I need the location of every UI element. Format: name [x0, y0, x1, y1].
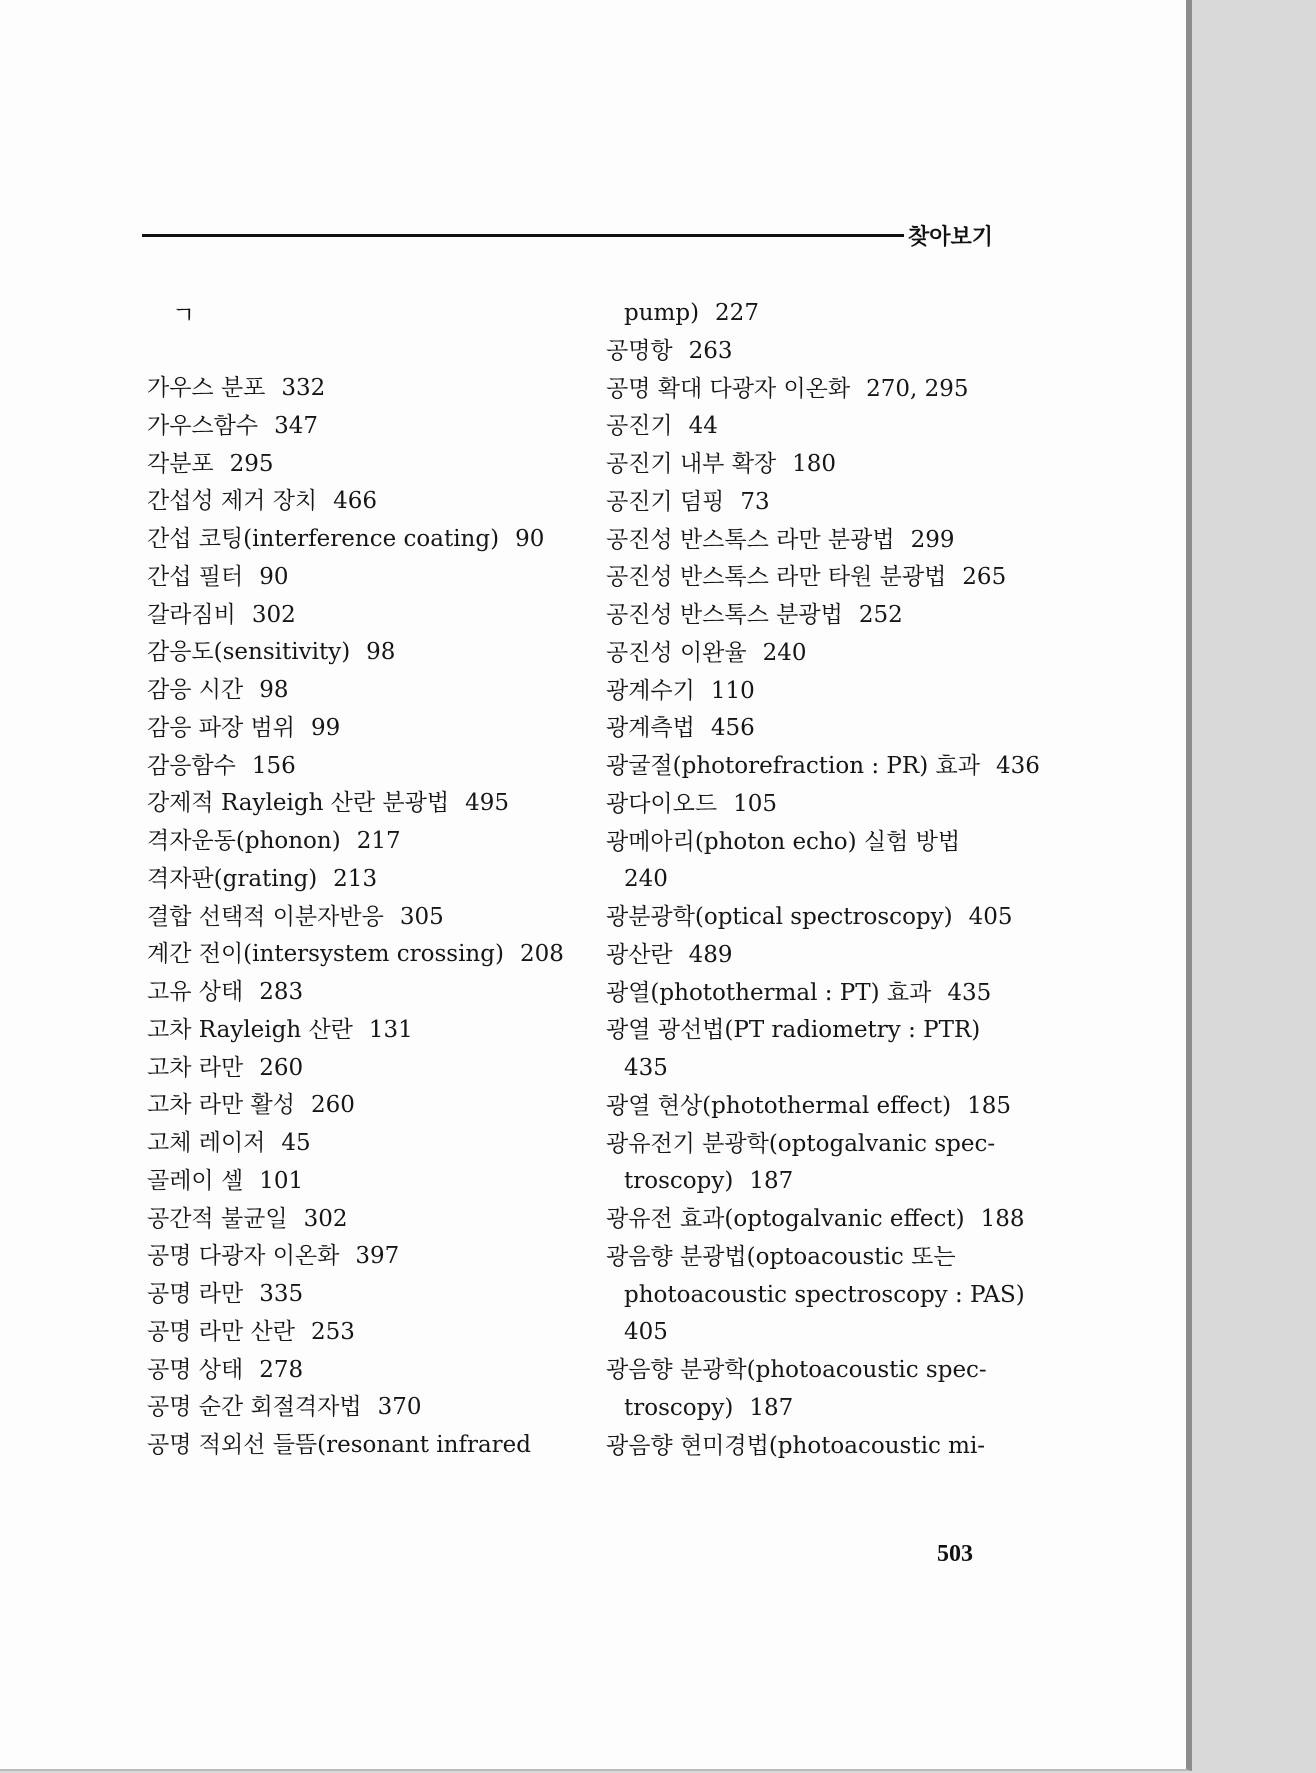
index-entry — [606, 1277, 1025, 1315]
index-entry — [147, 936, 592, 974]
index-entry — [606, 937, 1011, 975]
index-entry — [147, 1087, 592, 1125]
index-term: 광유전기 분광학(optogalvanic spec- — [606, 1130, 996, 1157]
index-term: 광계수기 — [606, 677, 695, 704]
index-entry — [606, 333, 1011, 371]
index-entry — [147, 483, 592, 521]
running-header-title: 찾아보기 — [904, 220, 993, 251]
index-term: 간섭 코팅(interference coating) — [147, 526, 500, 552]
index-entry — [147, 710, 592, 748]
index-term: 공명 적외선 들뜸(resonant infrared — [147, 1432, 531, 1458]
index-entry — [606, 710, 1011, 748]
index-page-ref: 335 — [259, 1281, 304, 1307]
index-term: 감응 시간 — [147, 677, 244, 703]
index-entry — [606, 673, 1011, 711]
index-page-ref: 45 — [281, 1130, 311, 1156]
index-entry — [147, 446, 592, 484]
index-page-ref: 44 — [688, 413, 718, 440]
index-page-ref: 265 — [962, 564, 1007, 591]
index-term: troscopy) — [624, 1168, 734, 1195]
index-entry — [606, 1050, 1011, 1088]
index-page-ref: 208 — [519, 941, 564, 968]
index-entry — [606, 1201, 1025, 1239]
index-page-ref: 98 — [259, 677, 289, 703]
index-term: 광음향 분광학(photoacoustic spec- — [606, 1357, 987, 1383]
index-entry — [606, 824, 1011, 862]
index-entry — [147, 559, 592, 597]
index-page-ref: 370 — [377, 1394, 422, 1421]
index-entry — [147, 634, 592, 672]
index-page-ref: 187 — [749, 1168, 794, 1195]
index-page-ref: 90 — [515, 526, 545, 552]
index-page-ref: 332 — [281, 375, 326, 401]
index-term: 계간 전이(intersystem crossing) — [147, 941, 504, 968]
index-page-ref: 302 — [251, 601, 296, 628]
index-entry — [606, 484, 1011, 522]
index-entry — [606, 748, 1040, 786]
index-term: 광열 현상(photothermal effect) — [606, 1092, 952, 1119]
index-page-ref: 131 — [368, 1016, 413, 1043]
index-page-ref: 278 — [259, 1356, 304, 1383]
header-rule — [142, 234, 912, 237]
index-term: 가우스함수 — [147, 412, 259, 439]
index-term: 광굴절(photorefraction : PR) 효과 — [606, 753, 980, 779]
index-term: 광음향 현미경법(photoacoustic mi- — [606, 1432, 986, 1459]
index-term: photoacoustic spectroscopy : PAS) — [624, 1281, 1025, 1308]
index-entry — [606, 1126, 1011, 1164]
index-entry — [606, 597, 1011, 635]
index-entry — [147, 1012, 592, 1050]
index-entry — [606, 1314, 1011, 1352]
index-term: 결합 선택적 이분자반응 — [147, 903, 384, 930]
index-term: 공명 라만 산란 — [147, 1318, 295, 1345]
index-page-ref: 110 — [710, 677, 755, 704]
index-term: 광계측법 — [606, 715, 695, 742]
index-page-ref: 302 — [303, 1205, 348, 1232]
index-term: 광다이오드 — [606, 790, 718, 817]
index-entry — [606, 559, 1011, 597]
index-term: pump) — [624, 300, 700, 326]
index-term: 공진기 — [606, 413, 673, 440]
index-entry — [606, 446, 1011, 484]
index-term: 격자판(grating) — [147, 865, 318, 892]
index-entry — [147, 597, 592, 635]
index-term: 강제적 Rayleigh 산란 분광법 — [147, 790, 450, 817]
index-entry — [147, 408, 592, 446]
index-term: 공진기 덤핑 — [606, 488, 725, 515]
index-term: troscopy) — [624, 1394, 734, 1421]
index-page-ref: 466 — [333, 488, 378, 515]
index-entry — [147, 861, 592, 899]
index-entry — [606, 1088, 1011, 1126]
index-entry — [147, 1389, 592, 1427]
index-page-ref: 260 — [310, 1092, 355, 1119]
index-page-ref: 240 — [762, 639, 807, 666]
index-entry — [147, 1201, 592, 1239]
index-entry — [147, 1125, 592, 1163]
index-term: 공명 다광자 이온화 — [147, 1243, 340, 1270]
index-term: 광열 광선법(PT radiometry : PTR) — [606, 1017, 981, 1044]
index-page-ref: 283 — [259, 979, 304, 1005]
index-page-ref: 299 — [910, 526, 955, 553]
index-page-ref: 495 — [465, 790, 509, 817]
index-page-ref: 347 — [274, 412, 318, 439]
index-term: 광메아리(photon echo) 실험 방법 — [606, 828, 961, 855]
index-entry — [606, 408, 1011, 446]
index-term: 감응 파장 범위 — [147, 714, 295, 741]
index-entry — [147, 785, 592, 823]
index-entry — [606, 295, 1011, 333]
index-page-ref: 435 — [947, 979, 992, 1006]
index-term: 공명 순간 회절격자법 — [147, 1394, 362, 1421]
index-term: 고차 라만 — [147, 1054, 244, 1081]
index-term: 광음향 분광법(optoacoustic 또는 — [606, 1243, 956, 1270]
index-page-ref: 227 — [715, 300, 759, 326]
index-page-ref: 99 — [310, 714, 341, 741]
index-page-ref: 270, 295 — [866, 375, 969, 402]
index-term: 공명 상태 — [147, 1356, 244, 1383]
index-page-ref: 98 — [366, 639, 396, 666]
index-page-ref: 489 — [688, 941, 733, 968]
index-page-ref: 295 — [229, 450, 274, 477]
index-entry — [606, 1163, 1011, 1201]
index-entry — [147, 521, 592, 559]
index-entry — [606, 1390, 1011, 1428]
index-term: 공간적 불균일 — [147, 1205, 288, 1232]
index-entry — [606, 1012, 1011, 1050]
index-entry — [147, 1427, 592, 1465]
index-term: 공진성 반스톡스 라만 분광법 — [606, 526, 895, 553]
index-page-ref: 217 — [356, 828, 401, 854]
index-entry — [147, 672, 592, 710]
index-page-ref: 305 — [399, 903, 444, 930]
index-page-ref: 213 — [333, 865, 378, 892]
index-column-right — [606, 295, 1040, 1465]
index-term: 격자운동(phonon) — [147, 828, 341, 854]
index-column-left — [147, 370, 592, 1465]
index-entry — [606, 975, 1011, 1013]
index-term: 고체 레이저 — [147, 1130, 266, 1156]
index-entry — [147, 899, 592, 937]
index-term: 고차 Rayleigh 산란 — [147, 1016, 353, 1043]
index-entry — [147, 823, 592, 861]
index-page-ref: 187 — [749, 1394, 794, 1421]
index-entry — [606, 635, 1011, 673]
index-page-ref: 260 — [259, 1054, 304, 1081]
index-term: 405 — [624, 1319, 668, 1346]
index-term: 광분광학(optical spectroscopy) — [606, 904, 953, 930]
index-term: 감응함수 — [147, 752, 236, 779]
index-page-ref: 253 — [310, 1318, 355, 1345]
index-term: 광열(photothermal : PT) 효과 — [606, 979, 932, 1006]
index-term: 공진성 이완율 — [606, 639, 747, 666]
index-entry — [606, 786, 1011, 824]
index-term: 공진기 내부 확장 — [606, 451, 777, 477]
index-page-ref: 405 — [968, 904, 1013, 930]
index-term: 435 — [624, 1055, 668, 1081]
index-entry — [147, 1352, 592, 1390]
index-term: 240 — [624, 866, 668, 893]
index-term: 공명항 — [606, 337, 673, 364]
index-page-ref: 156 — [251, 752, 296, 779]
index-term: 골레이 셀 — [147, 1167, 244, 1194]
index-entry — [147, 1238, 592, 1276]
index-page-ref: 252 — [858, 602, 903, 628]
index-term: 감응도(sensitivity) — [147, 639, 351, 666]
index-page-ref: 101 — [259, 1167, 304, 1194]
index-term: 각분포 — [147, 450, 214, 477]
index-page-ref: 263 — [688, 337, 733, 364]
index-entry — [147, 1163, 592, 1201]
index-entry — [606, 899, 1011, 937]
index-term: 공진성 반스톡스 라만 타원 분광법 — [606, 564, 947, 591]
index-term: 가우스 분포 — [147, 375, 266, 401]
index-entry — [147, 370, 592, 408]
index-page-ref: 456 — [710, 715, 755, 742]
index-term: 광유전 효과(optogalvanic effect) — [606, 1206, 965, 1232]
index-entry — [147, 1050, 592, 1088]
index-entry — [606, 861, 1011, 899]
index-entry — [147, 748, 592, 786]
index-entry — [606, 1352, 1011, 1390]
index-term: 갈라짐비 — [147, 601, 236, 628]
index-page-ref: 436 — [995, 753, 1040, 779]
index-term: 공명 확대 다광자 이온화 — [606, 375, 851, 402]
index-term: 공명 라만 — [147, 1281, 244, 1307]
index-entry — [606, 1239, 1011, 1277]
index-entry — [147, 974, 592, 1012]
index-entry — [606, 522, 1011, 560]
index-term: 간섭성 제거 장치 — [147, 488, 318, 515]
index-entry — [147, 1314, 592, 1352]
index-entry — [606, 1428, 1011, 1466]
index-page-ref: 90 — [259, 563, 289, 590]
index-page-ref: 185 — [967, 1092, 1012, 1119]
index-term: 간섭 필터 — [147, 563, 244, 590]
index-term: 광산란 — [606, 941, 673, 968]
index-page-ref: 105 — [733, 790, 777, 817]
page-number: 503 — [937, 1541, 973, 1567]
index-page-ref: 180 — [792, 451, 837, 477]
index-page-ref: 73 — [740, 488, 770, 515]
index-page-ref: 397 — [355, 1243, 400, 1270]
index-term: 공진성 반스톡스 분광법 — [606, 602, 843, 628]
index-term: 고유 상태 — [147, 979, 244, 1005]
index-page-ref: 188 — [980, 1206, 1025, 1232]
index-entry — [606, 371, 1011, 409]
section-letter: ㄱ — [172, 301, 196, 329]
index-entry — [147, 1276, 592, 1314]
index-term: 고차 라만 활성 — [147, 1092, 295, 1119]
